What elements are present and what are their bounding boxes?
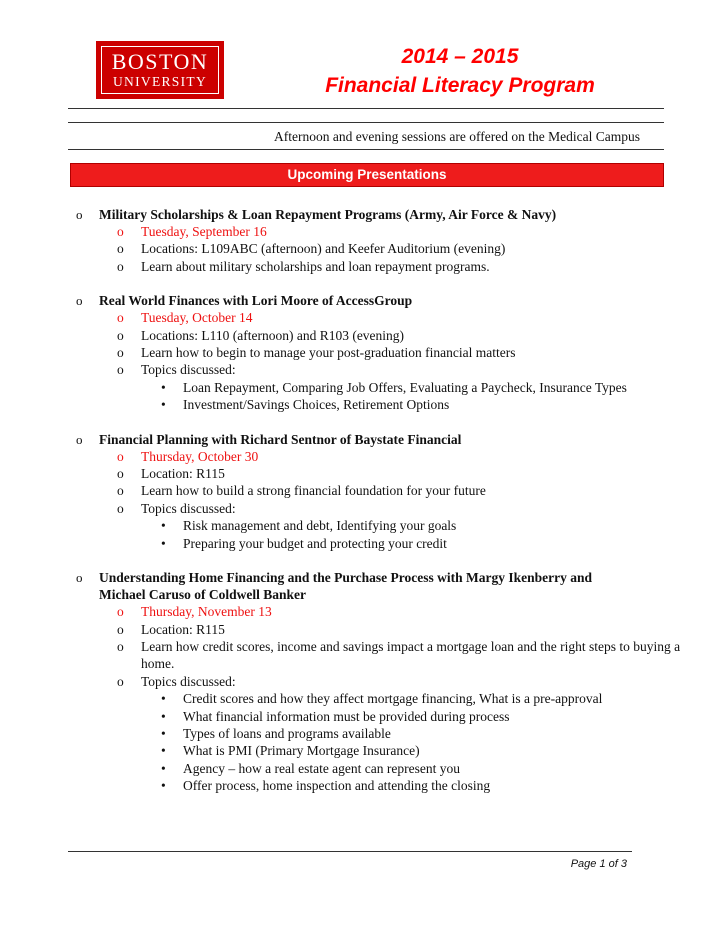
detail-bullet-icon: o: [117, 362, 124, 378]
detail-item: [99, 673, 681, 690]
topic-bullet-icon: •: [161, 535, 166, 551]
item-bullet-icon: o: [76, 431, 83, 447]
topic-text: Preparing your budget and protecting your credit: [183, 535, 447, 551]
detail-bullet-icon: o: [117, 327, 124, 343]
detail-bullet-icon: o: [117, 448, 124, 464]
topic-item: [141, 690, 720, 707]
topic-item: [141, 396, 720, 413]
presentation-item: [0, 431, 720, 552]
topic-item: [141, 742, 720, 759]
topic-text: Credit scores and how they affect mortgage financing, What is a pre-approval: [183, 691, 603, 707]
presentation-title: Understanding Home Financing and the Purchase Process with Margy Ikenberry and Michael Caruso of Coldwell Banker: [99, 570, 593, 603]
topic-list: [99, 517, 720, 552]
topic-text: Risk management and debt, Identifying your goals: [183, 518, 457, 534]
topic-item: [141, 777, 720, 794]
logo-line-boston: BOSTON: [111, 49, 209, 74]
detail-item: [99, 500, 681, 517]
topic-bullet-icon: •: [161, 708, 166, 724]
topic-list: [99, 379, 720, 414]
detail-bullet-icon: o: [117, 483, 124, 499]
topic-text: Types of loans and programs available: [183, 725, 391, 741]
presentation-title: Real World Finances with Lori Moore of AccessGroup: [99, 293, 413, 309]
detail-text: Topics discussed:: [141, 500, 236, 516]
presentation-title: Military Scholarships & Loan Repayment Programs (Army, Air Force & Navy): [99, 207, 557, 222]
date-text: Thursday, November 13: [141, 604, 272, 620]
footer-rule: [68, 851, 632, 852]
topic-bullet-icon: •: [161, 379, 166, 395]
topic-text: What is PMI (Primary Mortgage Insurance): [183, 743, 420, 759]
detail-item: [99, 240, 681, 257]
item-bullet-icon: o: [76, 207, 83, 222]
topic-bullet-icon: •: [161, 778, 166, 794]
topic-bullet-icon: •: [161, 518, 166, 534]
detail-bullet-icon: o: [117, 241, 124, 257]
detail-bullet-icon: o: [117, 673, 124, 689]
logo-line-university: UNIVERSITY: [113, 74, 207, 89]
topic-bullet-icon: •: [161, 725, 166, 741]
detail-text: Topics discussed:: [141, 673, 236, 689]
topic-text: Loan Repayment, Comparing Job Offers, Evaluating a Paycheck, Insurance Types: [183, 379, 627, 395]
detail-text: Learn how to build a strong financial foundation for your future: [141, 483, 486, 499]
detail-bullet-icon: o: [117, 345, 124, 361]
presentation-title: Financial Planning with Richard Sentnor of Baystate Financial: [99, 431, 462, 447]
detail-bullet-icon: o: [117, 224, 124, 239]
topic-text: Agency – how a real estate agent can represent you: [183, 760, 461, 776]
header-rule-middle: [68, 122, 664, 123]
presentation-details: [99, 448, 720, 518]
date-text: Tuesday, October 14: [141, 310, 253, 326]
topic-list: [99, 690, 720, 794]
presentation-list: [0, 206, 720, 812]
topic-item: [141, 708, 720, 725]
title-program: Financial Literacy Program: [325, 74, 595, 97]
detail-bullet-icon: o: [117, 466, 124, 482]
detail-bullet-icon: o: [117, 621, 124, 637]
topic-bullet-icon: •: [161, 397, 166, 413]
logo-frame: [101, 46, 219, 94]
detail-text: Learn about military scholarships and loan repayment programs.: [141, 258, 490, 274]
presentation-date: [99, 603, 681, 620]
detail-item: [99, 465, 681, 482]
detail-text: Learn how credit scores, income and savings impact a mortgage loan and the right steps to buying a home.: [141, 638, 681, 672]
topic-bullet-icon: •: [161, 691, 166, 707]
detail-item: [99, 327, 681, 344]
date-text: Tuesday, September 16: [141, 224, 267, 239]
detail-item: [99, 621, 681, 638]
topic-bullet-icon: •: [161, 760, 166, 776]
detail-item: [99, 361, 681, 378]
detail-text: Topics discussed:: [141, 362, 236, 378]
topic-item: [141, 760, 720, 777]
detail-bullet-icon: o: [117, 500, 124, 516]
date-text: Thursday, October 30: [141, 448, 259, 464]
detail-text: Location: R115: [141, 621, 225, 637]
detail-bullet-icon: o: [117, 310, 124, 326]
subtitle-text: Afternoon and evening sessions are offered on the Medical Campus: [273, 129, 640, 144]
item-bullet-icon: o: [76, 570, 83, 586]
presentation-item: [0, 206, 720, 275]
presentation-date: [99, 223, 681, 240]
presentation-details: [99, 603, 720, 690]
topic-item: [141, 379, 720, 396]
topic-text: Offer process, home inspection and attending the closing: [183, 778, 491, 794]
header-rule-top: [68, 108, 664, 109]
presentation-item: [0, 569, 720, 794]
page-number: Page 1 of 3: [570, 858, 627, 870]
title-year: 2014 – 2015: [401, 45, 519, 68]
presentation-date: [99, 448, 681, 465]
detail-text: Locations: L110 (afternoon) and R103 (evening): [141, 327, 405, 343]
detail-bullet-icon: o: [117, 638, 124, 654]
page-title: [290, 42, 630, 100]
detail-item: [99, 258, 681, 275]
topic-bullet-icon: •: [161, 743, 166, 759]
topic-item: [141, 535, 720, 552]
presentation-details: [99, 223, 720, 275]
detail-item: [99, 344, 681, 361]
detail-item: [99, 482, 681, 499]
item-bullet-icon: o: [76, 293, 83, 309]
detail-bullet-icon: o: [117, 258, 124, 274]
presentation-date: [99, 309, 681, 326]
boston-university-logo: [96, 41, 224, 99]
upcoming-presentations-banner: Upcoming Presentations: [70, 163, 664, 187]
topic-item: [141, 725, 720, 742]
presentation-details: [99, 309, 720, 379]
detail-text: Locations: L109ABC (afternoon) and Keefer Auditorium (evening): [141, 241, 506, 257]
topic-text: What financial information must be provided during process: [183, 708, 510, 724]
header-rule-bottom: [68, 149, 664, 150]
detail-text: Location: R115: [141, 466, 225, 482]
detail-text: Learn how to begin to manage your post-graduation financial matters: [141, 345, 516, 361]
presentation-item: [0, 292, 720, 413]
detail-bullet-icon: o: [117, 604, 124, 620]
topic-item: [141, 517, 720, 534]
detail-item: [99, 638, 681, 673]
topic-text: Investment/Savings Choices, Retirement Options: [183, 397, 450, 413]
